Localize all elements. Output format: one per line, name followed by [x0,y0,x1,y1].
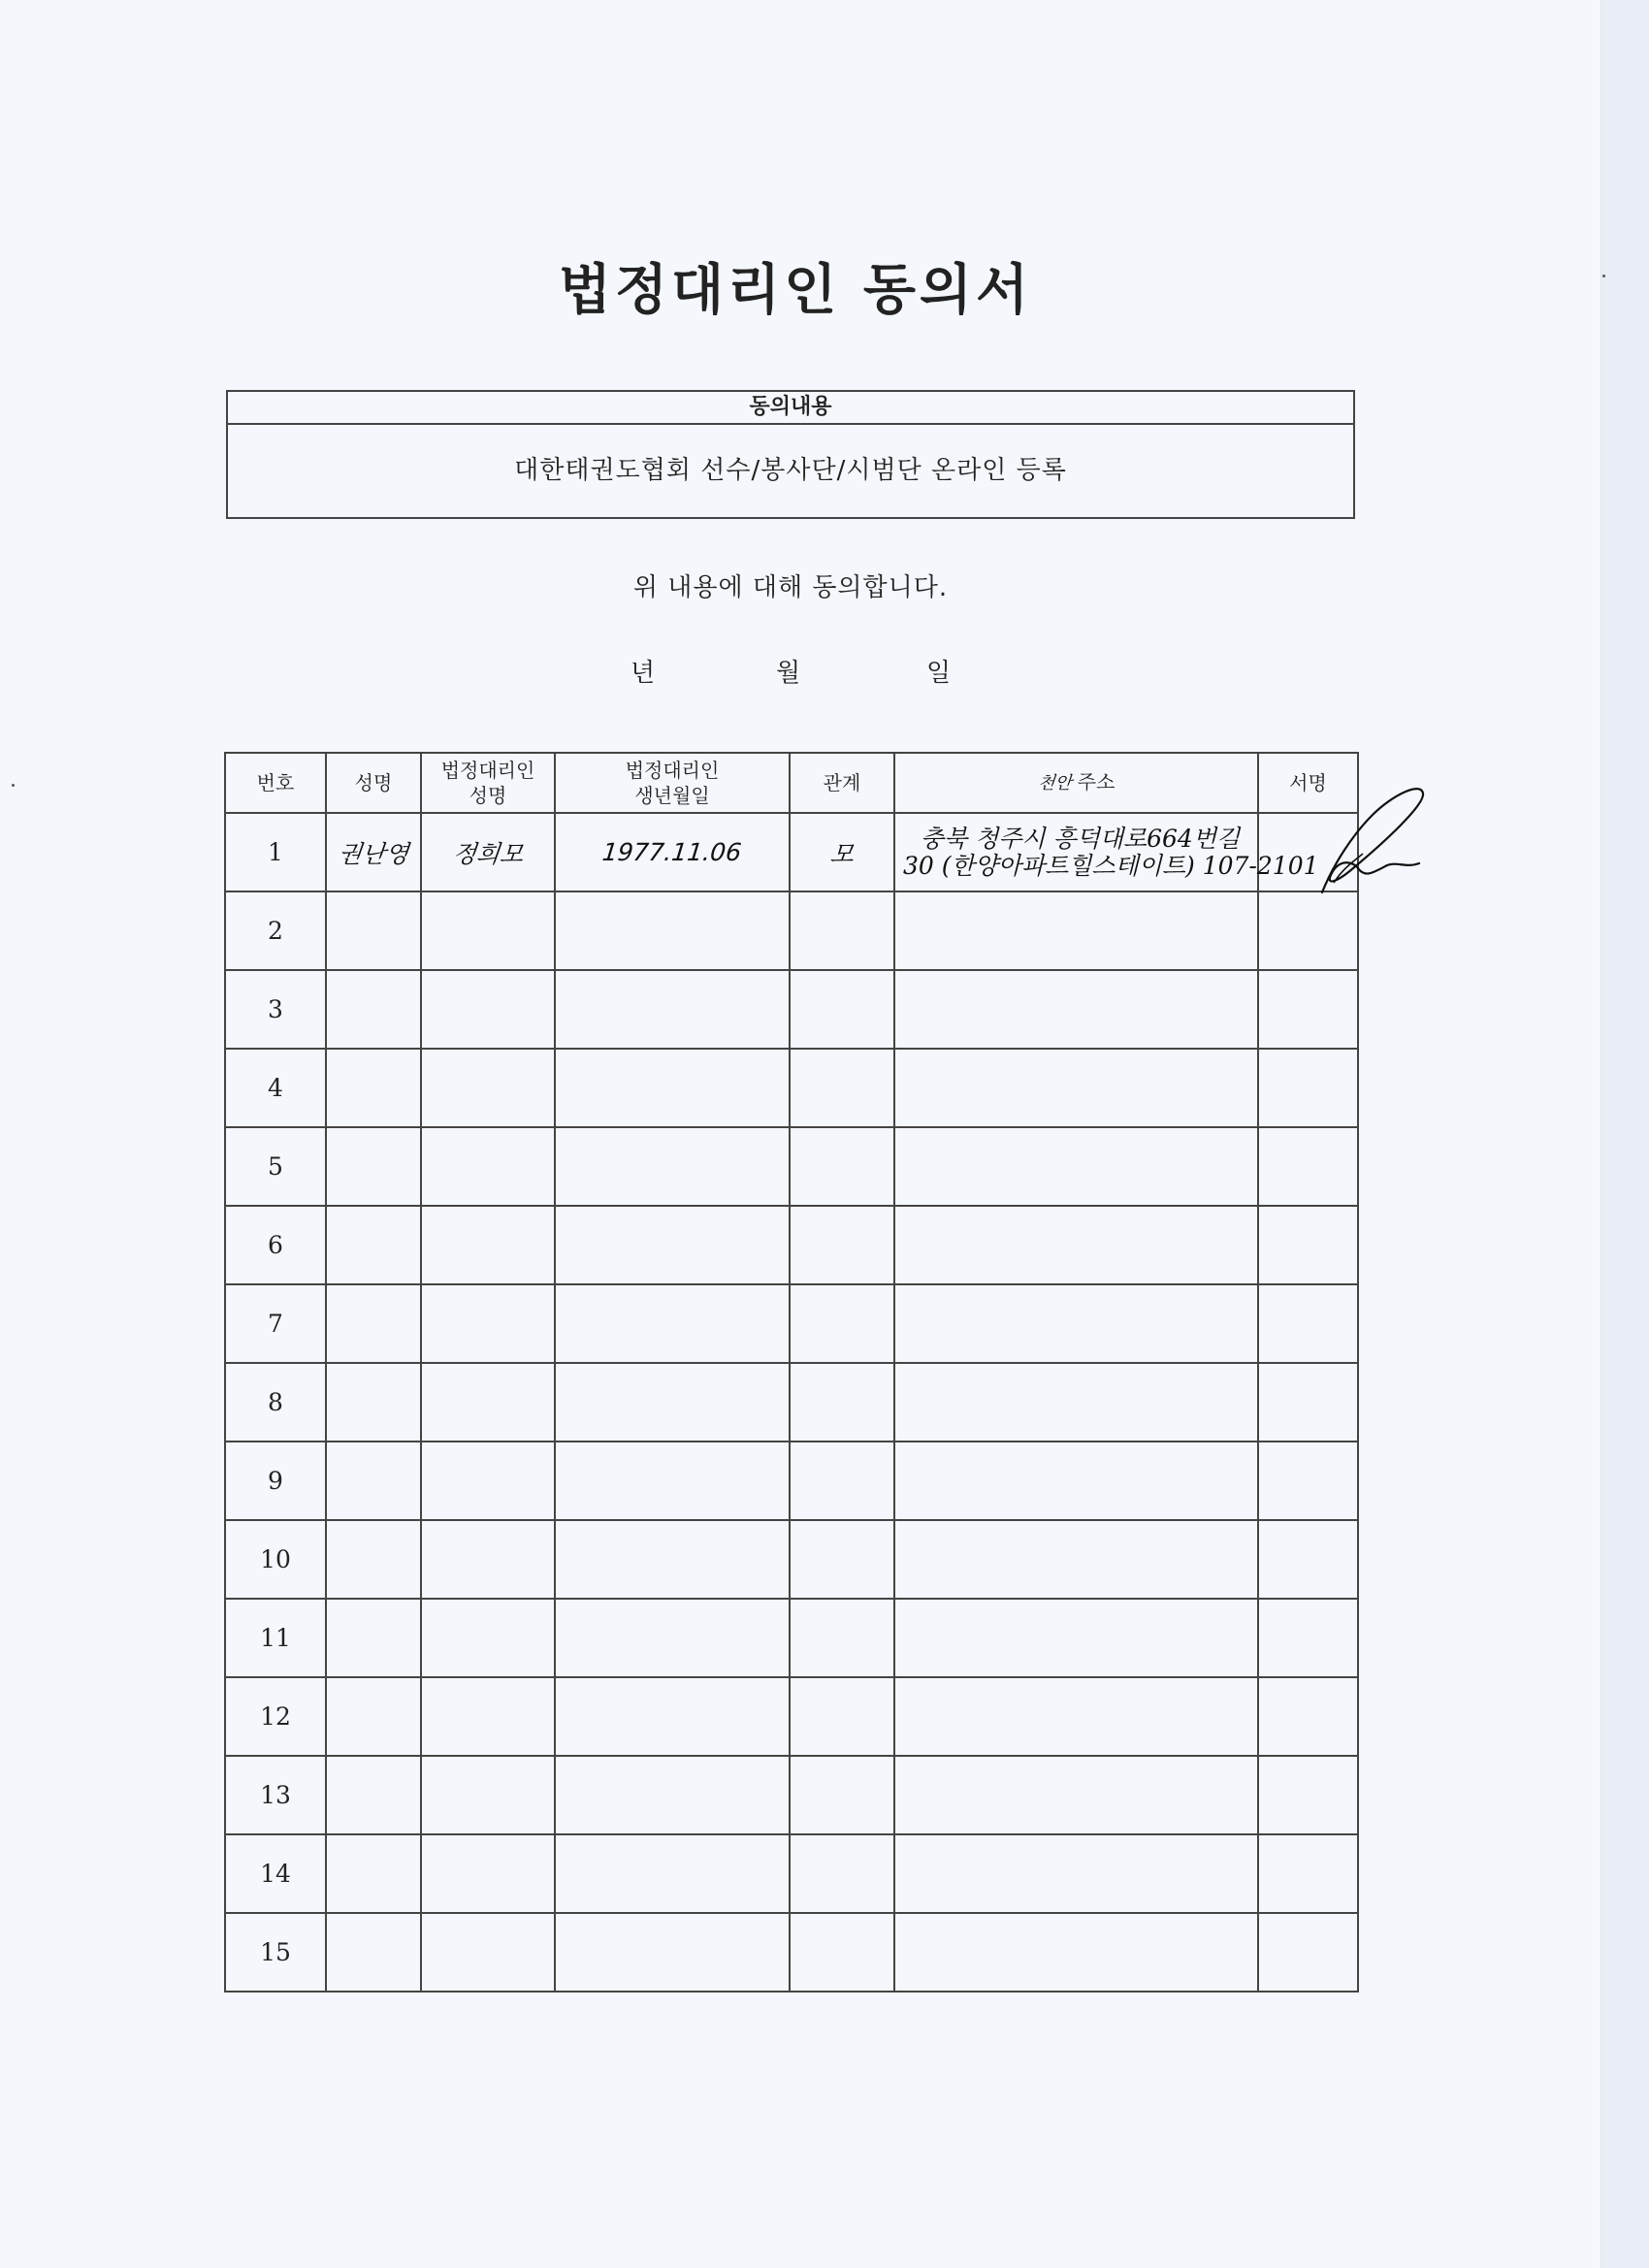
row-number: 4 [225,1049,326,1127]
table-header-row [225,753,1358,813]
row-signature [1258,1677,1358,1756]
header-signature: 서명 [1258,753,1358,813]
row-guardian-name [421,1049,555,1127]
row-address [894,1049,1258,1127]
row-name [326,1363,421,1442]
row-address [894,1834,1258,1913]
date-day-label: 일 [926,659,952,688]
row-guardian-birth [555,1049,790,1127]
table-row [225,1206,1358,1284]
row-guardian-name [421,1127,555,1206]
row-signature [1258,1284,1358,1363]
table-row [225,813,1358,891]
agreement-text: 위 내용에 대해 동의합니다. [632,573,949,602]
row-address [894,1677,1258,1756]
paper-edge [1600,0,1649,2268]
row-number: 15 [225,1913,326,1992]
table-row [225,1913,1358,1992]
date-year-label: 년 [630,659,656,688]
row-address [894,1442,1258,1520]
row-guardian-birth [555,1913,790,1992]
header-guardian-name-line1: 법정대리인 [440,759,535,782]
header-guardian-birth-line1: 법정대리인 [625,759,720,782]
row-guardian-name [421,1520,555,1599]
row-guardian-birth [555,1599,790,1677]
consent-header: 동의내용 [228,392,1353,425]
row-name [326,1677,421,1756]
address-line2: 30 (한양아파트힐스테이트) 107-2101 [903,851,1319,880]
row-guardian-name [421,1363,555,1442]
row-guardian-name [421,1206,555,1284]
row-name [326,1599,421,1677]
row-signature [1258,1206,1358,1284]
row-guardian-birth-value: 1977.11.06 [600,838,744,866]
row-address [894,1363,1258,1442]
row-number: 1 [225,813,326,891]
table-row [225,1127,1358,1206]
row-number: 13 [225,1756,326,1834]
scan-speck [12,784,15,787]
row-address [894,1756,1258,1834]
row-number: 8 [225,1363,326,1442]
row-relation [790,891,894,970]
row-relation [790,1127,894,1206]
row-signature [1258,970,1358,1049]
row-number: 10 [225,1520,326,1599]
row-address [894,970,1258,1049]
row-signature [1258,1913,1358,1992]
row-guardian-birth [555,1127,790,1206]
row-guardian-name [421,1442,555,1520]
row-relation [790,1363,894,1442]
row-guardian-birth [555,1442,790,1520]
row-name [326,1127,421,1206]
row-name-value: 권난영 [337,839,410,868]
row-name [326,1206,421,1284]
table-row [225,891,1358,970]
row-guardian-name-value: 정희모 [451,839,525,868]
row-name [326,1520,421,1599]
row-number: 11 [225,1599,326,1677]
row-signature [1258,1520,1358,1599]
row-guardian-name [421,970,555,1049]
row-address [894,1599,1258,1677]
header-guardian-birth [555,753,790,813]
row-name [326,813,421,891]
row-number: 9 [225,1442,326,1520]
header-relation: 관계 [790,753,894,813]
row-guardian-birth [555,813,790,891]
address-line1: 충북 청주시 흥덕대로664번길 [920,824,1241,853]
table-body [225,813,1358,1992]
row-name [326,1756,421,1834]
table-row [225,1520,1358,1599]
row-relation [790,1442,894,1520]
row-signature [1258,1127,1358,1206]
row-name [326,970,421,1049]
header-name: 성명 [326,753,421,813]
row-guardian-birth [555,1363,790,1442]
table-row [225,970,1358,1049]
document-title: 법정대리인 동의서 [558,259,1033,322]
row-address [894,891,1258,970]
row-number: 7 [225,1284,326,1363]
row-guardian-name [421,1756,555,1834]
header-number: 번호 [225,753,326,813]
row-relation [790,1677,894,1756]
table-row [225,1363,1358,1442]
row-address [894,1520,1258,1599]
row-guardian-birth [555,1756,790,1834]
row-address [894,1913,1258,1992]
row-signature [1258,1599,1358,1677]
row-number: 12 [225,1677,326,1756]
header-address [894,753,1258,813]
row-guardian-name [421,1677,555,1756]
row-relation [790,1284,894,1363]
row-relation [790,1913,894,1992]
row-signature [1258,1756,1358,1834]
table-row [225,1049,1358,1127]
row-guardian-name [421,1284,555,1363]
row-guardian-birth [555,970,790,1049]
row-relation [790,813,894,891]
row-relation [790,1834,894,1913]
row-signature [1258,1442,1358,1520]
signature-mark [1314,776,1431,922]
row-number: 3 [225,970,326,1049]
row-relation [790,970,894,1049]
row-address [894,1284,1258,1363]
row-guardian-name [421,1599,555,1677]
row-address [894,1206,1258,1284]
table-row [225,1677,1358,1756]
header-guardian-name [421,753,555,813]
row-name [326,1284,421,1363]
row-signature [1258,1363,1358,1442]
row-number: 14 [225,1834,326,1913]
row-address [894,1127,1258,1206]
guardian-table [224,752,1359,1993]
table-row [225,1834,1358,1913]
row-relation [790,1599,894,1677]
row-address [894,813,1319,891]
consent-body: 대한태권도협회 선수/봉사단/시범단 온라인 등록 [514,456,1067,485]
scan-speck [1602,275,1605,277]
row-signature [1258,1049,1358,1127]
row-guardian-name [421,813,555,891]
row-guardian-birth [555,1677,790,1756]
row-guardian-name [421,1913,555,1992]
row-guardian-name [421,1834,555,1913]
row-relation-value: 모 [828,839,856,868]
row-guardian-birth [555,891,790,970]
date-month-label: 월 [776,659,801,688]
row-name [326,1442,421,1520]
row-relation [790,1756,894,1834]
row-guardian-birth [555,1284,790,1363]
row-guardian-birth [555,1206,790,1284]
row-guardian-name [421,891,555,970]
table-row [225,1284,1358,1363]
row-name [326,1049,421,1127]
row-relation [790,1049,894,1127]
row-number: 2 [225,891,326,970]
header-address-annotation: 천안 [1036,773,1073,794]
row-number: 5 [225,1127,326,1206]
row-name [326,1834,421,1913]
row-name [326,891,421,970]
row-signature [1258,1834,1358,1913]
row-number: 6 [225,1206,326,1284]
header-guardian-birth-line2: 생년월일 [634,784,710,807]
table-row [225,1756,1358,1834]
row-name [326,1913,421,1992]
consent-box [226,390,1355,519]
row-relation [790,1206,894,1284]
header-address-label: 주소 [1077,770,1116,794]
table-row [225,1442,1358,1520]
row-guardian-birth [555,1520,790,1599]
header-guardian-name-line2: 성명 [469,784,507,807]
table-row [225,1599,1358,1677]
row-guardian-birth [555,1834,790,1913]
row-relation [790,1520,894,1599]
